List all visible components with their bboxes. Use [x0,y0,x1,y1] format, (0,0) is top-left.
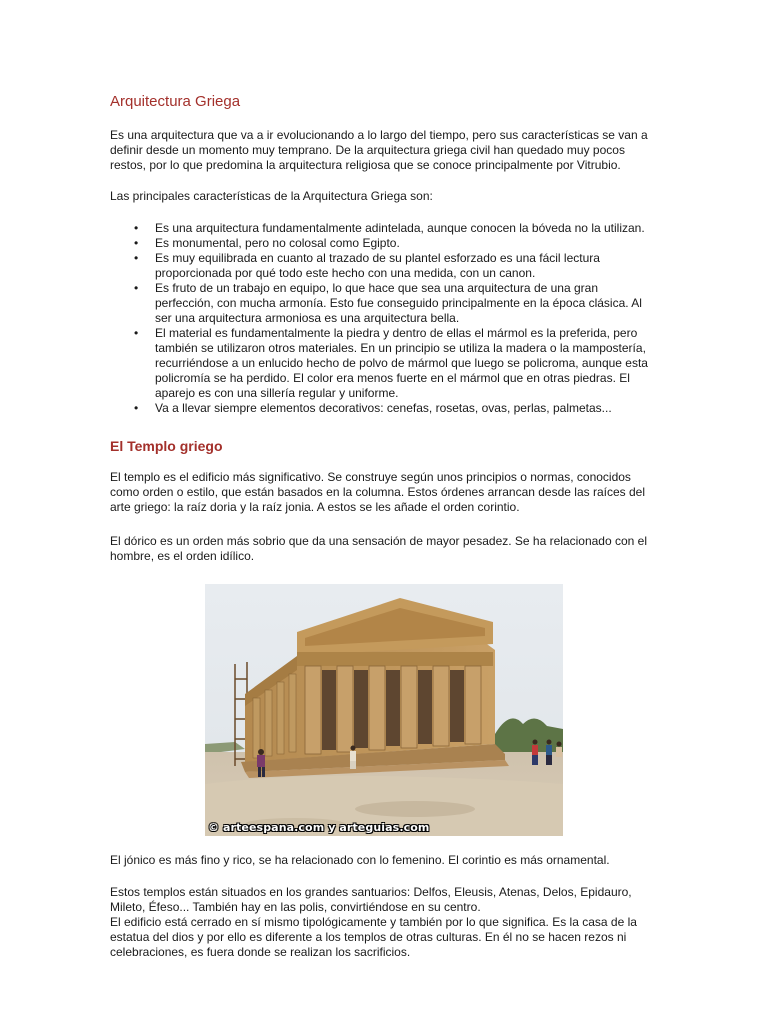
list-item: • Es una arquitectura fundamentalmente adintelada, aunque conocen la bóveda no la utilizan. [155,221,658,236]
photo-caption: © arteespana.com y arteguias.com [208,821,430,834]
temple-paragraph-1: El templo es el edificio más significativo. Se construye según unos principios o normas, conocidos como orden o estilo, que están basados en la columna. Estos órdenes arrancan desde las raíces del arte griego: la raíz doria y la raíz jonia. A estos se les añade el orden corintio. [110,470,645,514]
list-item: • Es fruto de un trabajo en equipo, lo que hace que sea una arquitectura de una gran perfección, con mucha armonía. Esto fue conseguido principalmente en la época clásica. Al ser una arquitectura armoniosa es una arquitectura bella. [155,281,658,326]
temple-paragraph-4: Estos templos están situados en los grandes santuarios: Delfos, Eleusis, Atenas, Delos, Epidauro, Mileto, Éfeso... También hay en las polis, convirtiéndose en su centro. [110,885,632,914]
list-intro-paragraph: Las principales características de la Arquitectura Griega son: [110,189,433,203]
list-item: • Es monumental, pero no colosal como Egipto. [155,236,658,251]
temple-paragraph-5: El edificio está cerrado en sí mismo tipológicamente y también por lo que significa. Es la casa de la estatua del dios y por ello es diferente a los templos de otras culturas. En él no se hacen rezos ni celebraciones, es fuera donde se realizan los sacrificios. [110,915,637,959]
temple-photo [205,584,563,836]
characteristics-list [110,221,658,416]
page-title: Arquitectura Griega [110,93,241,110]
list-item: • Va a llevar siempre elementos decorativos: cenefas, rosetas, ovas, perlas, palmetas... [155,401,658,416]
temple-paragraph-2: El dórico es un orden más sobrio que da una sensación de mayor pesadez. Se ha relacionado con el hombre, es el orden idílico. [110,534,648,563]
temple-photo-image [205,584,563,836]
intro-paragraph: Es una arquitectura que va a ir evolucionando a lo largo del tiempo, pero sus características se van a definir desde un momento muy temprano. De la arquitectura griega civil han quedado muy pocos restos, por lo que predomina la arquitectura religiosa que se conoce principalmente por Vitrubio. [110,128,648,172]
temple-paragraph-3: El jónico es más fino y rico, se ha relacionado con lo femenino. El corintio es más ornamental. [110,853,610,867]
document-page [110,92,658,960]
list-item: • Es muy equilibrada en cuanto al trazado de su plantel esforzado es una fácil lectura proporcionada por qué todo este hecho con una medida, con un canon. [155,251,658,281]
list-item: • El material es fundamentalmente la piedra y dentro de ellas el mármol es la preferida, pero también se utilizaron otros materiales. En un principio se utiliza la madera o la mampostería, recurriéndose a un enlucido hecho de polvo de mármol que luego se policroma, aunque esta policromía se ha perdido. El color era menos fuerte en el mármol que en otras piedras. El aparejo es con una sillería regular y uniforme. [155,326,658,401]
section-heading-temple: El Templo griego [110,438,223,454]
